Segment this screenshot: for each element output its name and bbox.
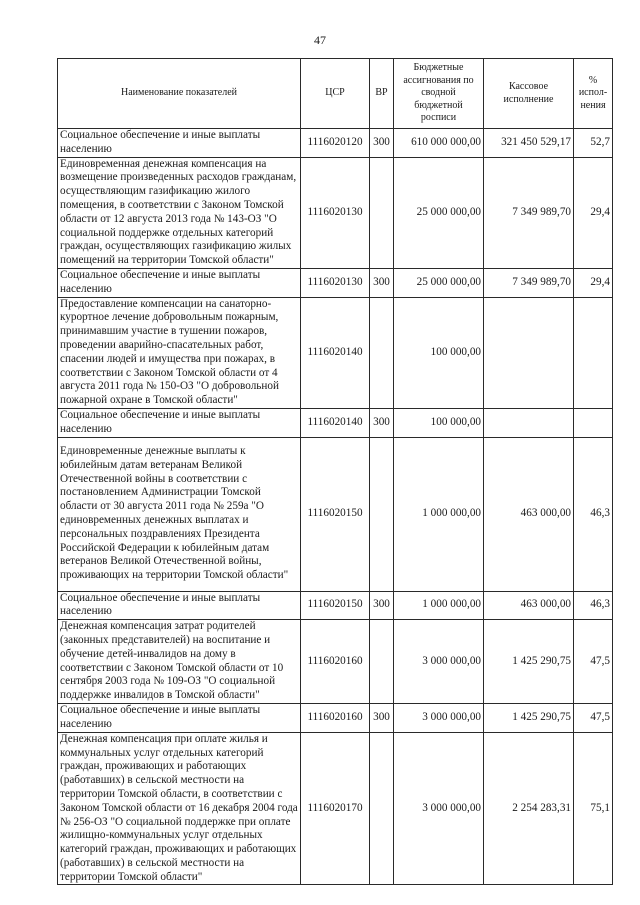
row-vr xyxy=(370,297,394,408)
table-row xyxy=(58,620,613,704)
row-name: Социальное обеспечение и иные выплаты населению xyxy=(58,129,301,158)
row-percent xyxy=(574,297,613,408)
row-csr: 1116020140 xyxy=(301,408,370,437)
row-budget: 25 000 000,00 xyxy=(394,157,484,268)
row-percent: 47,5 xyxy=(574,620,613,704)
row-cash: 1 425 290,75 xyxy=(484,704,574,733)
table-row xyxy=(58,437,613,591)
column-header-name: Наименование показателей xyxy=(58,59,301,129)
row-cash: 7 349 989,70 xyxy=(484,157,574,268)
row-budget: 100 000,00 xyxy=(394,297,484,408)
row-percent: 29,4 xyxy=(574,157,613,268)
row-csr: 1116020150 xyxy=(301,591,370,620)
row-csr: 1116020170 xyxy=(301,732,370,885)
row-vr xyxy=(370,157,394,268)
table-row xyxy=(58,297,613,408)
row-csr: 1116020130 xyxy=(301,157,370,268)
row-vr: 300 xyxy=(370,408,394,437)
row-vr: 300 xyxy=(370,268,394,297)
row-cash xyxy=(484,408,574,437)
row-vr xyxy=(370,437,394,591)
row-vr: 300 xyxy=(370,704,394,733)
row-percent: 52,7 xyxy=(574,129,613,158)
row-name: Единовременные денежные выплаты к юбилейным датам ветеранам Великой Отечественной войны в соответствии с постановлением Администрации Томской области от 30 августа 2011 года № 259а "О единовременных денежных выплатах и персональных поздравлениях Президента Российской Федерации к юбилейным датам ветеранов Великой Отечественной войны, проживающих на территории Томской области" xyxy=(58,437,301,591)
table-row xyxy=(58,591,613,620)
row-percent: 46,3 xyxy=(574,437,613,591)
row-vr xyxy=(370,620,394,704)
row-csr: 1116020150 xyxy=(301,437,370,591)
budget-table xyxy=(57,58,613,885)
row-csr: 1116020140 xyxy=(301,297,370,408)
row-vr xyxy=(370,732,394,885)
table-row xyxy=(58,157,613,268)
table-row xyxy=(58,129,613,158)
row-csr: 1116020160 xyxy=(301,704,370,733)
column-header-cash: Кассовое исполнение xyxy=(484,59,574,129)
table-row xyxy=(58,732,613,885)
row-name: Социальное обеспечение и иные выплаты населению xyxy=(58,704,301,733)
row-percent: 47,5 xyxy=(574,704,613,733)
row-cash: 321 450 529,17 xyxy=(484,129,574,158)
table-row xyxy=(58,704,613,733)
row-vr: 300 xyxy=(370,129,394,158)
row-budget: 3 000 000,00 xyxy=(394,732,484,885)
column-header-vr: ВР xyxy=(370,59,394,129)
row-name: Социальное обеспечение и иные выплаты населению xyxy=(58,268,301,297)
row-cash: 1 425 290,75 xyxy=(484,620,574,704)
row-cash: 2 254 283,31 xyxy=(484,732,574,885)
row-name: Социальное обеспечение и иные выплаты населению xyxy=(58,591,301,620)
row-budget: 100 000,00 xyxy=(394,408,484,437)
row-cash: 463 000,00 xyxy=(484,591,574,620)
row-percent: 75,1 xyxy=(574,732,613,885)
row-name: Социальное обеспечение и иные выплаты населению xyxy=(58,408,301,437)
row-name: Денежная компенсация при оплате жилья и коммунальных услуг отдельных категорий граждан, проживающих и работающих (работавших) в сельской местности на территории Томской области, в соответствии с Законом Томской области от 16 декабря 2004 года № 256-ОЗ "О социальной поддержке при оплате жилищно-коммунальных услуг отдельных категорий граждан, проживающих и работающих (работавших) в сельской местности на территории Томской области" xyxy=(58,732,301,885)
row-percent: 46,3 xyxy=(574,591,613,620)
table-row xyxy=(58,268,613,297)
row-cash xyxy=(484,297,574,408)
row-percent xyxy=(574,408,613,437)
row-budget: 3 000 000,00 xyxy=(394,620,484,704)
row-budget: 1 000 000,00 xyxy=(394,437,484,591)
row-csr: 1116020130 xyxy=(301,268,370,297)
row-name: Предоставление компенсации на санаторно-курортное лечение добровольным пожарным, принимавшим участие в тушении пожаров, проведении аварийно-спасательных работ, спасении людей и имущества при пожарах, в соответствии с Законом Томской области от 4 августа 2011 года № 150-ОЗ "О добровольной пожарной охране в Томской области" xyxy=(58,297,301,408)
column-header-percent: % испол-нения xyxy=(574,59,613,129)
row-percent: 29,4 xyxy=(574,268,613,297)
row-csr: 1116020160 xyxy=(301,620,370,704)
row-csr: 1116020120 xyxy=(301,129,370,158)
page-number: 47 xyxy=(314,33,326,47)
row-name: Единовременная денежная компенсация на возмещение произведенных расходов гражданам, осуществляющим газификацию жилого помещения, в соответствии с Законом Томской области от 12 августа 2013 года № 143-ОЗ "О социальной поддержке отдельных категорий граждан, осуществляющих газификацию жилых помещений на территории Томской области" xyxy=(58,157,301,268)
row-budget: 25 000 000,00 xyxy=(394,268,484,297)
table-header-row xyxy=(58,59,613,129)
row-budget: 1 000 000,00 xyxy=(394,591,484,620)
row-cash: 7 349 989,70 xyxy=(484,268,574,297)
row-budget: 3 000 000,00 xyxy=(394,704,484,733)
column-header-budget: Бюджетные ассигнования по сводной бюджетной росписи xyxy=(394,59,484,129)
column-header-csr: ЦСР xyxy=(301,59,370,129)
table-row xyxy=(58,408,613,437)
row-vr: 300 xyxy=(370,591,394,620)
row-cash: 463 000,00 xyxy=(484,437,574,591)
row-name: Денежная компенсация затрат родителей (законных представителей) на воспитание и обучение детей-инвалидов на дому в соответствии с Законом Томской области от 10 сентября 2003 года № 109-ОЗ "О социальной поддержке инвалидов в Томской области" xyxy=(58,620,301,704)
row-budget: 610 000 000,00 xyxy=(394,129,484,158)
